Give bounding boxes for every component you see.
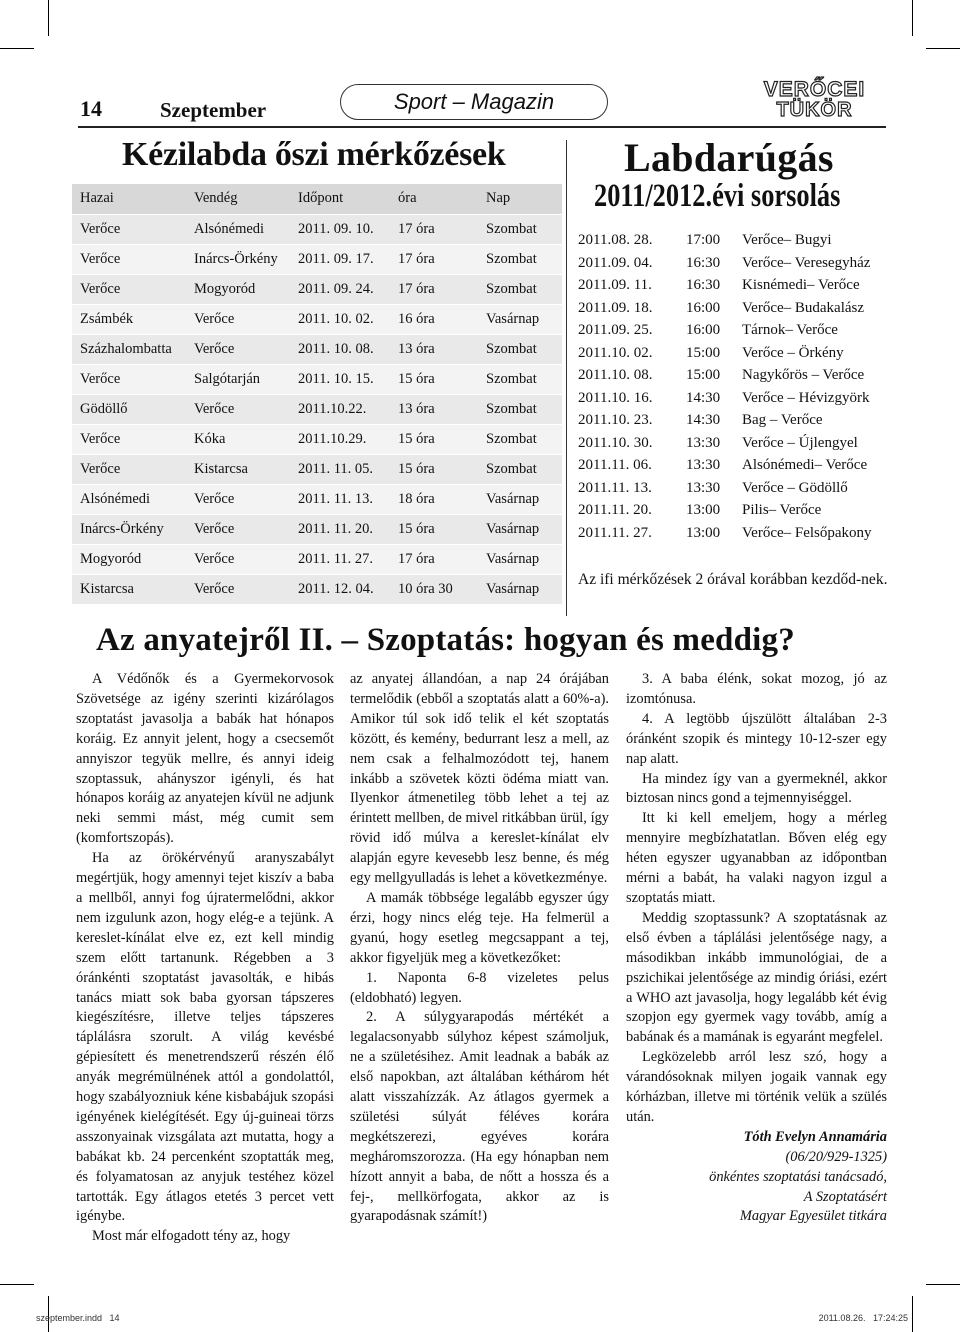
author-org-title: Magyar Egyesület titkára <box>739 1208 887 1225</box>
fixture-row <box>578 522 872 545</box>
table-row <box>72 544 562 574</box>
crop-mark <box>0 48 34 49</box>
header-rule <box>78 126 886 128</box>
fixture-time: 17:00 <box>686 232 721 248</box>
table-cell: Szombat <box>486 400 537 417</box>
table-cell: 2011. 11. 27. <box>298 550 374 567</box>
fixture-time: 13:30 <box>686 457 721 473</box>
table-cell: Gödöllő <box>80 400 128 417</box>
table-cell: 2011. 11. 20. <box>298 520 374 537</box>
fixture-match: Verőce – Gödöllő <box>742 479 848 496</box>
fixture-date: 2011.11. 13. <box>578 479 652 496</box>
column-header: óra <box>398 190 417 207</box>
file-slug: szeptember.indd 14 <box>36 1313 120 1323</box>
table-row <box>72 514 562 544</box>
fixture-row <box>578 274 872 297</box>
table-cell: Alsónémedi <box>194 220 265 237</box>
table-row <box>72 334 562 364</box>
table-cell: Verőce <box>80 250 121 267</box>
table-cell: Salgótarján <box>194 370 261 387</box>
fixture-match: Verőce– Bugyi <box>742 232 832 248</box>
article-paragraph: Itt ki kell emeljem, hogy a mérleg mennyire megbízhatatlan. Bőven elég egy héten egyszer ugyanabban az időpontban mérni a babát, ha valaki nagyon izgul a szoptatás miatt. <box>626 810 887 906</box>
fixture-row <box>578 319 872 342</box>
masthead-line2: TÜKÖR <box>776 99 853 121</box>
fixture-row <box>578 387 872 410</box>
table-cell: Szombat <box>486 340 537 357</box>
fixture-row <box>578 499 872 522</box>
fixture-match: Kisnémedi– Verőce <box>742 277 860 293</box>
table-cell: 2011.10.29. <box>298 430 367 447</box>
fixture-date: 2011.09. 04. <box>578 254 653 271</box>
table-cell: 17 óra <box>398 280 435 297</box>
table-cell: Verőce <box>80 460 121 477</box>
table-row <box>72 304 562 334</box>
article-paragraph: Most már elfogadott tény az, hogy <box>92 1228 291 1245</box>
table-cell: 17 óra <box>398 220 435 237</box>
table-cell: 2011. 09. 24. <box>298 280 374 297</box>
fixture-match: Tárnok– Verőce <box>742 322 838 338</box>
fixture-date: 2011.10. 30. <box>578 434 653 451</box>
fixture-row <box>578 297 872 320</box>
table-cell: Vasárnap <box>486 490 540 507</box>
crop-mark <box>926 48 960 49</box>
article-column-3 <box>626 670 887 1227</box>
table-cell: 2011. 10. 02. <box>298 310 374 327</box>
table-cell: Vasárnap <box>486 520 540 537</box>
article-paragraph: A Védőnők és a Gyermekorvosok Szövetsége az igény szerinti kizárólagos szoptatást javasolja a babák hat hónapos koráig. Ez annyit jelent, hogy a csecsemőt annyiszor tegyük mellre, és annyi ideig szoptassuk, ahányszor igényli, és hat hónapos koráig az anyatejen kívül ne adjunk neki semmi mást, még cumit sem (komfortszopás). <box>76 671 334 847</box>
fixture-time: 14:30 <box>686 389 721 406</box>
table-cell: Verőce <box>80 280 121 297</box>
table-row <box>72 214 562 244</box>
article-paragraph: az anyatej állandóan, a nap 24 órájában termelődik (ebből a szoptatás alatt a 60%-a). Amikor túl sok idő telik el két szoptatás között, és kemény, bedurrant lesz a mell, az nem csak a felhalmozódott tej, hanem inkább a szövetek közti ödéma miatt van. Ilyenkor átmenetileg több lehet a tej az érintett mellben, de mivel ritkábban ürül, így rövid idő múlva a kereslet-kínálat elv alapján egyre kevesebb lesz benne, és még egy mellgyulladás is lehet a következménye. <box>350 671 609 887</box>
football-subtitle: 2011/2012.évi sorsolás <box>594 178 841 214</box>
page-month: Szeptember <box>160 98 267 122</box>
fixture-date: 2011.11. 27. <box>578 524 652 541</box>
table-cell: 17 óra <box>398 550 435 567</box>
table-cell: 13 óra <box>398 400 435 417</box>
table-row <box>72 574 562 604</box>
fixture-time: 16:30 <box>686 254 721 271</box>
table-cell: Szombat <box>486 370 537 387</box>
fixture-date: 2011.11. 20. <box>578 502 652 518</box>
fixture-time: 16:00 <box>686 322 721 338</box>
fixture-time: 13:00 <box>686 502 721 518</box>
fixture-match: Pilis– Verőce <box>742 502 822 518</box>
fixture-date: 2011.10. 16. <box>578 389 653 406</box>
table-cell: Szombat <box>486 220 537 237</box>
crop-mark <box>48 0 49 36</box>
table-cell: 15 óra <box>398 460 435 477</box>
table-cell: 2011. 10. 15. <box>298 370 374 387</box>
fixture-row <box>578 477 872 500</box>
table-cell: 15 óra <box>398 430 435 447</box>
table-cell: 16 óra <box>398 310 435 327</box>
table-cell: 15 óra <box>398 370 435 387</box>
table-cell: 2011. 11. 05. <box>298 460 374 477</box>
table-row <box>72 454 562 484</box>
fixture-match: Verőce – Újlengyel <box>742 434 858 451</box>
crop-mark <box>912 0 913 36</box>
fixture-match: Verőce– Veresegyház <box>742 254 871 271</box>
print-timestamp: 2011.08.26. 17:24:25 <box>818 1313 908 1323</box>
fixture-row <box>578 229 872 252</box>
fixture-time: 15:00 <box>686 344 721 361</box>
fixture-match: Bag – Verőce <box>742 412 823 428</box>
table-cell: Verőce <box>80 220 121 237</box>
table-cell: Vasárnap <box>486 550 540 567</box>
article-paragraph: 3. A baba élénk, sokat mozog, jó az izomtónusa. <box>626 671 887 707</box>
fixture-time: 14:30 <box>686 412 721 428</box>
article-paragraph: 4. A legtöbb újszülött általában 2-3 óránként szopik és mintegy 10-12-szer egy nap alatt. <box>626 710 887 767</box>
youth-match-note: Az ifi mérkőzések 2 órával korábban kezdőd-nek. <box>578 571 888 588</box>
fixture-row <box>578 364 872 387</box>
table-cell: Inárcs-Örkény <box>80 520 164 537</box>
fixture-match: Nagykőrös – Verőce <box>742 367 865 383</box>
table-cell: Mogyoród <box>194 280 256 297</box>
fixture-date: 2011.09. 11. <box>578 277 652 293</box>
table-cell: Verőce <box>194 310 235 327</box>
handball-title: Kézilabda őszi mérkőzések <box>122 136 506 173</box>
football-title: Labdarúgás <box>624 135 834 180</box>
table-cell: Szombat <box>486 280 537 297</box>
table-cell: Verőce <box>80 370 121 387</box>
fixture-match: Verőce – Hévizgyörk <box>742 389 870 406</box>
table-cell: 2011. 09. 10. <box>298 220 374 237</box>
author-role: önkéntes szoptatási tanácsadó, <box>709 1168 887 1185</box>
author-name: Tóth Evelyn Annamária <box>743 1128 887 1145</box>
fixture-row <box>578 252 872 275</box>
table-cell: Verőce <box>194 580 235 597</box>
table-cell: Alsónémedi <box>80 490 151 507</box>
table-cell: Verőce <box>194 550 235 567</box>
fixture-time: 15:00 <box>686 367 721 383</box>
table-cell: Verőce <box>194 490 235 507</box>
fixture-match: Verőce– Felsőpakony <box>742 524 872 541</box>
column-divider <box>566 140 567 616</box>
article-column-1 <box>76 670 334 1247</box>
table-cell: Zsámbék <box>80 310 134 327</box>
table-cell: 10 óra 30 <box>398 580 453 597</box>
fixture-time: 16:30 <box>686 277 721 293</box>
fixture-list <box>578 229 872 544</box>
fixture-date: 2011.09. 18. <box>578 299 653 316</box>
fixture-date: 2011.08. 28. <box>578 232 653 248</box>
fixture-row <box>578 454 872 477</box>
table-cell: 2011. 09. 17. <box>298 250 374 267</box>
table-cell: Verőce <box>194 520 235 537</box>
masthead-line1: VERŐCEI <box>763 78 866 101</box>
masthead-logo <box>742 80 887 120</box>
fixture-row <box>578 432 872 455</box>
table-row <box>72 394 562 424</box>
section-label: Sport – Magazin <box>340 84 608 120</box>
table-cell: 2011.10.22. <box>298 400 367 417</box>
article-paragraph: Legközelebb arról lesz szó, hogy a várandósoknak milyen jogaik vannak egy kórházban, illetve mi történik velük a szülés után. <box>626 1049 887 1125</box>
fixture-date: 2011.10. 23. <box>578 412 653 428</box>
fixture-date: 2011.11. 06. <box>578 457 652 473</box>
table-cell: 2011. 11. 13. <box>298 490 374 507</box>
article-title: Az anyatejről II. – Szoptatás: hogyan és meddig? <box>96 622 795 658</box>
article-paragraph: Meddig szoptassunk? A szoptatásnak az első évben a táplálási jelentősége nagy, a másodikban inkább immunológiai, de a pszichikai jelentősége az mindig óriási, ezért a WHO azt javasolja, hogy legalább két évig szopjon egy gyermek vagy tovább, amíg a babának és a mamának is egyaránt megfelel. <box>626 909 887 1046</box>
table-cell: Inárcs-Örkény <box>194 250 278 267</box>
column-header: Vendég <box>194 190 238 207</box>
fixture-match: Verőce– Budakalász <box>742 299 865 316</box>
table-row <box>72 484 562 514</box>
table-header-row <box>72 184 562 214</box>
table-cell: Verőce <box>194 340 235 357</box>
handball-table <box>72 184 562 604</box>
table-cell: Verőce <box>194 400 235 417</box>
fixture-match: Alsónémedi– Verőce <box>742 457 868 473</box>
author-org: A Szoptatásért <box>803 1188 887 1205</box>
table-cell: Vasárnap <box>486 580 540 597</box>
fixture-time: 13:30 <box>686 479 721 496</box>
fixture-date: 2011.09. 25. <box>578 322 653 338</box>
column-header: Hazai <box>80 190 114 207</box>
article-paragraph: A mamák többsége legalább egyszer úgy érzi, hogy nincs elég teje. Ha felmerül a gyanú, hogy esetleg megcsappant a tej, akkor figyeljük meg a következőket: <box>350 889 609 966</box>
table-cell: Szombat <box>486 250 537 267</box>
table-cell: Mogyoród <box>80 550 142 567</box>
table-cell: Szombat <box>486 460 537 477</box>
table-cell: 15 óra <box>398 520 435 537</box>
table-cell: Kistarcsa <box>194 460 248 477</box>
column-header: Nap <box>486 190 511 207</box>
table-cell: Kóka <box>194 430 226 447</box>
crop-mark <box>926 1284 960 1285</box>
table-cell: 13 óra <box>398 340 435 357</box>
table-cell: 2011. 12. 04. <box>298 580 374 597</box>
fixture-match: Verőce – Örkény <box>742 344 844 361</box>
fixture-date: 2011.10. 02. <box>578 344 653 361</box>
crop-mark <box>0 1284 34 1285</box>
author-phone: (06/20/929-1325) <box>785 1148 887 1165</box>
table-row <box>72 274 562 304</box>
fixture-time: 16:00 <box>686 299 721 316</box>
table-cell: Százhalombatta <box>80 340 172 357</box>
fixture-time: 13:30 <box>686 434 721 451</box>
table-row <box>72 424 562 454</box>
article-paragraph: Ha mindez így van a gyermeknél, akkor biztosan nincs gond a tejmennyiséggel. <box>626 770 887 807</box>
table-cell: Vasárnap <box>486 310 540 327</box>
article-paragraph: 2. A súlygyarapodás mértékét a legalacsonyabb súlyhoz képest számoljuk, ne a születésihez. Amit leadnak a babák az első napokban, azt általában kéthárom hét alatt visszahízzák. Az átlagos gyermek a születési súlyát féléves korára megkétszerezi, egyéves korára megháromszorozza. (Ha egy hónapban nem hízott annyit a baba, de nőtt a hossza és a fej-, mellkörfogata, akkor az is gyarapodásnak számít!) <box>350 1009 609 1225</box>
table-cell: 2011. 10. 08. <box>298 340 374 357</box>
page-number: 14 <box>80 96 102 121</box>
table-cell: 17 óra <box>398 250 435 267</box>
article-paragraph: Ha az örökérvényű aranyszabályt megértjük, hogy amennyi tejet kiszív a baba a mellből, annyi fog újratermelődni, akkor nem izgulunk azon, hogy elég-e a tejünk. A kereslet-kínálat elve ez, ezt kell mindig szem előtt tartanunk. Régebben a 3 óránkénti szoptatást javasolták, e hibás tanács miatt sok baba gyorsan tápszeres kiegészítésre, illetve teljes tápszeres táplálásra szorult. A világ kevésbé gépiesített és menetrendszerű részén élő anyák megrémülnének attól a gondolattól, hogy szabályozniuk kéne kisbabájuk szopási igényének kielégítését. Egy új-guineai törzs asszonyainak vizsgálata azt mutatta, hogy a babákat kb. 24 percenként szoptatták meg, és folyamatosan az anyjuk testéhez közel tartották. Egy átlagos etetés 3 percet vett igénybe. <box>76 850 334 1225</box>
fixture-time: 13:00 <box>686 524 721 541</box>
fixture-date: 2011.10. 08. <box>578 367 653 383</box>
table-row <box>72 364 562 394</box>
table-row <box>72 244 562 274</box>
table-cell: Verőce <box>80 430 121 447</box>
fixture-row <box>578 409 872 432</box>
table-cell: 18 óra <box>398 490 435 507</box>
article-paragraph: 1. Naponta 6-8 vizeletes pelus (eldobható) legyen. <box>350 969 609 1006</box>
table-cell: Kistarcsa <box>80 580 134 597</box>
column-header: Időpont <box>298 190 344 207</box>
article-column-2 <box>350 670 609 1227</box>
table-cell: Szombat <box>486 430 537 447</box>
fixture-row <box>578 342 872 365</box>
crop-mark <box>912 1296 913 1332</box>
